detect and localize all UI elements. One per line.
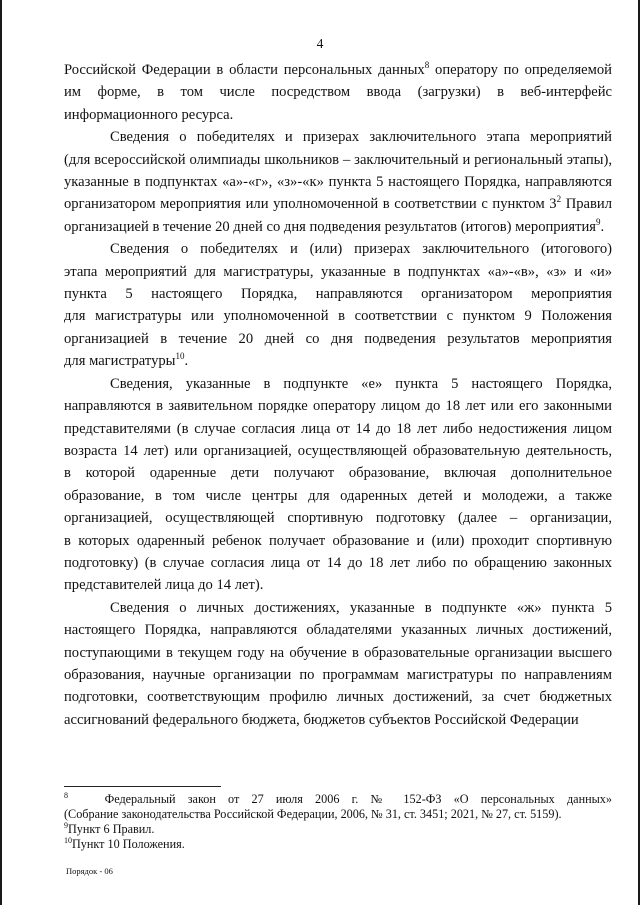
line-text: представителей лица до 14 лет).	[64, 577, 264, 594]
text-line	[64, 149, 612, 171]
line-text: Сведения, указанные в подпункте «е» пункта 5 настоящего Порядка,	[110, 375, 612, 392]
text-line	[64, 686, 612, 708]
line-text: Сведения о победителях и призерах заключительного этапа мероприятий	[110, 129, 612, 146]
paragraph	[64, 59, 612, 126]
line-text: образование, в том числе центры для одаренных детей и молодежи, а также	[64, 487, 612, 504]
line-text: поступающими в текущем году на обучение в образовательные организации высшего	[64, 644, 612, 661]
line-text: организацией, осуществляющей спортивную подготовку (далее – организации,	[64, 510, 612, 527]
text-line	[64, 507, 612, 529]
text-line	[64, 462, 612, 484]
footnote	[64, 837, 612, 852]
text-line	[64, 619, 612, 641]
footnote-mark: 8	[64, 791, 68, 800]
text-line	[64, 216, 612, 238]
footnote-line	[64, 837, 612, 852]
text-line	[64, 104, 612, 126]
text-line	[64, 328, 612, 350]
text-line	[64, 373, 612, 395]
footnote-text: (Собрание законодательства Российской Федерации, 2006, № 31, ст. 3451; 2021, № 27, ст. 5159).	[64, 807, 562, 821]
footnote	[64, 822, 612, 837]
footnote-mark: 9	[64, 821, 68, 830]
footnote-reference[interactable]: 2	[556, 194, 562, 205]
footnote-mark: 10	[64, 836, 72, 845]
line-text-continued: .	[600, 218, 605, 235]
text-line	[64, 238, 612, 260]
text-line	[64, 440, 612, 462]
paragraph	[64, 238, 612, 372]
text-line	[64, 664, 612, 686]
line-text: пункта 5 настоящего Порядка, направляются организатором мероприятия	[64, 286, 612, 303]
footnote-reference[interactable]: 8	[424, 60, 430, 70]
line-text: направляются в заявительном порядке оператору лицом до 18 лет или его законными	[64, 398, 612, 415]
footnote-text: Пункт 10 Положения.	[72, 837, 185, 851]
paragraph	[64, 373, 612, 597]
text-line	[64, 171, 612, 193]
line-text: для магистратуры	[64, 353, 176, 370]
line-text: организацией в течение 20 дней со дня подведения результатов мероприятия	[64, 330, 612, 347]
line-text: образования, научные организации по программам магистратуры по направлениям	[64, 666, 612, 683]
line-text: в которых одаренный ребенок получает образование и (или) проходит спортивную	[64, 532, 612, 549]
page-number: 4	[316, 36, 324, 51]
line-text: указанные в подпунктах «а»-«г», «з»-«к» пункта 5 настоящего Порядка, направляются	[64, 174, 612, 191]
text-line	[64, 261, 612, 283]
document-body	[64, 59, 612, 731]
line-text: для магистратуры или уполномоченной в соответствии с пунктом 9 Положения	[64, 308, 612, 325]
line-text: Российской Федерации в области персональных данных	[64, 62, 425, 78]
line-text: представителями (в случае согласия лица от 14 до 18 лет либо недостижения лицом	[64, 420, 612, 437]
text-line	[64, 530, 612, 552]
text-line	[64, 418, 612, 440]
footnote-reference[interactable]: 9	[596, 216, 601, 227]
footnote-separator	[64, 786, 221, 787]
line-text: организатором мероприятия или уполномоченной в соответствии с пунктом 3	[64, 196, 557, 213]
line-text: этапа мероприятий для магистратуры, указанные в подпунктах «а»-«в», «з» и «и»	[64, 263, 612, 280]
text-line	[64, 193, 612, 215]
footnote-text: Пункт 6 Правил.	[68, 822, 155, 836]
document-code: Порядок - 06	[66, 866, 113, 876]
footnote-line	[64, 822, 612, 837]
text-line	[64, 283, 612, 305]
line-text: информационного ресурса.	[64, 106, 234, 123]
line-text: организацией в течение 20 дней со дня подведения результатов (итогов) мероприятия	[64, 218, 597, 235]
text-line	[64, 642, 612, 664]
line-text-continued: оператору по определяемой	[429, 62, 612, 78]
paragraph	[64, 126, 612, 238]
text-line	[64, 81, 612, 103]
line-text: в которой одаренные дети получают образование, включая дополнительное	[64, 465, 612, 482]
line-text: возраста 14 лет) или организацией, осуществляющей образовательную деятельность,	[64, 442, 612, 459]
line-text-continued: .	[184, 353, 189, 370]
line-text: Сведения о личных достижениях, указанные в подпункте «ж» пункта 5	[110, 599, 612, 616]
line-text: настоящего Порядка, направляются обладателями указанных личных достижений,	[64, 622, 612, 639]
text-line	[64, 709, 612, 731]
text-line	[64, 126, 612, 148]
footnote-line	[64, 807, 612, 822]
footnote	[64, 792, 612, 822]
text-line	[64, 574, 612, 596]
line-text-continued: Правил	[561, 196, 612, 213]
footnote-text: Федеральный закон от 27 июля 2006 г. № 152-ФЗ «О персональных данных»	[104, 792, 612, 806]
line-text: (для всероссийской олимпиады школьников – заключительный и региональный этапы),	[64, 151, 612, 168]
text-line	[64, 597, 612, 619]
text-line	[64, 395, 612, 417]
footnotes	[64, 792, 612, 852]
paragraph	[64, 597, 612, 731]
line-text: подготовку) (в случае согласия лица от 14 до 18 лет либо по обращению законных	[64, 554, 612, 571]
footnote-gap	[68, 792, 105, 806]
footnote-line	[64, 792, 612, 807]
text-line	[64, 59, 612, 81]
line-text: им форме, в том числе посредством ввода (загрузки) в веб-интерфейс	[64, 84, 612, 101]
text-line	[64, 485, 612, 507]
line-text: ассигнований федерального бюджета, бюджетов субъектов Российской Федерации	[64, 711, 579, 728]
footnote-reference[interactable]: 10	[175, 351, 185, 362]
line-text: Сведения о победителях и (или) призерах заключительного (итогового)	[110, 241, 612, 258]
text-line	[64, 350, 612, 372]
text-line	[64, 552, 612, 574]
text-line	[64, 305, 612, 327]
line-text: подготовки, соответствующим профилю личных достижений, за счет бюджетных	[64, 689, 612, 706]
